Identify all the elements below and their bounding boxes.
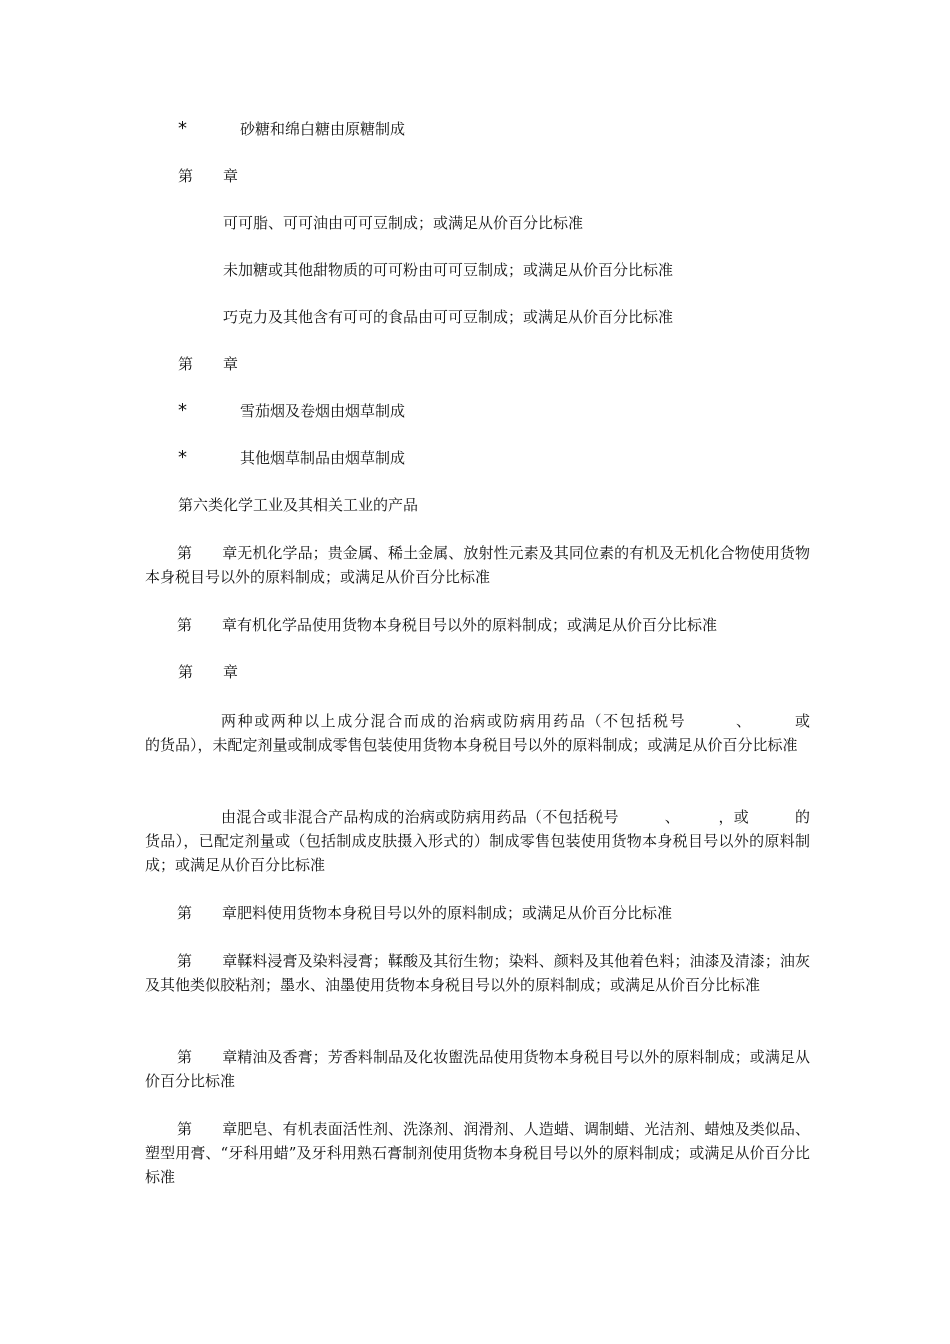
paragraph: 两种或两种以上成分混合而成的治病或防病用药品（不包括税号 、 或 的货品），未配定剂量或制成零售包装使用货物本身税目号以外的原料制成；或满足从价百分比标准 <box>145 712 856 754</box>
paragraph: 第 章无机化学品；贵金属、稀土金属、放射性元素及其同位素的有机及无机化合物使用货物本身税目号以外的原料制成；或满足从价百分比标准 <box>145 544 810 586</box>
asterisk-marker: * <box>178 447 187 468</box>
chapter-heading: 第 章 <box>178 355 239 373</box>
text-line: 巧克力及其他含有可可的食品由可可豆制成；或满足从价百分比标准 <box>223 308 674 326</box>
text-line: 可可脂、可可油由可可豆制成；或满足从价百分比标准 <box>223 214 584 232</box>
chapter-heading: 第 章 <box>178 663 239 681</box>
section-heading: 第六类化学工业及其相关工业的产品 <box>178 496 419 514</box>
asterisk-marker: * <box>178 400 187 421</box>
paragraph: 第 章有机化学品使用货物本身税目号以外的原料制成；或满足从价百分比标准 <box>177 616 718 634</box>
paragraph: 第 章精油及香膏；芳香料制品及化妆盥洗品使用货物本身税目号以外的原料制成；或满足从价百分比标准 <box>145 1048 810 1090</box>
text-line: 其他烟草制品由烟草制成 <box>240 449 406 467</box>
paragraph: 第 章鞣料浸膏及染料浸膏；鞣酸及其衍生物；染料、颜料及其他着色料；油漆及清漆；油灰及其他类似胶粘剂；墨水、油墨使用货物本身税目号以外的原料制成；或满足从价百分比标准 <box>145 952 810 994</box>
text-line: 砂糖和绵白糖由原糖制成 <box>240 120 406 138</box>
paragraph: 第 章肥料使用货物本身税目号以外的原料制成；或满足从价百分比标准 <box>177 904 673 922</box>
chapter-heading: 第 章 <box>178 167 239 185</box>
paragraph: 第 章肥皂、有机表面活性剂、洗涤剂、润滑剂、人造蜡、调制蜡、光洁剂、蜡烛及类似品、塑型用膏、“牙科用蜡”及牙科用熟石膏制剂使用货物本身税目号以外的原料制成；或满足从价百分比标准 <box>145 1120 810 1186</box>
asterisk-marker: * <box>178 118 187 139</box>
paragraph: 由混合或非混合产品构成的治病或防病用药品（不包括税号 、 ，或 的货品），已配定剂量或（包括制成皮肤摄入形式的）制成零售包装使用货物本身税目号以外的原料制成；或满足从价百分比标准 <box>145 808 810 874</box>
text-line: 雪茄烟及卷烟由烟草制成 <box>240 402 406 420</box>
text-line: 未加糖或其他甜物质的可可粉由可可豆制成；或满足从价百分比标准 <box>223 261 674 279</box>
